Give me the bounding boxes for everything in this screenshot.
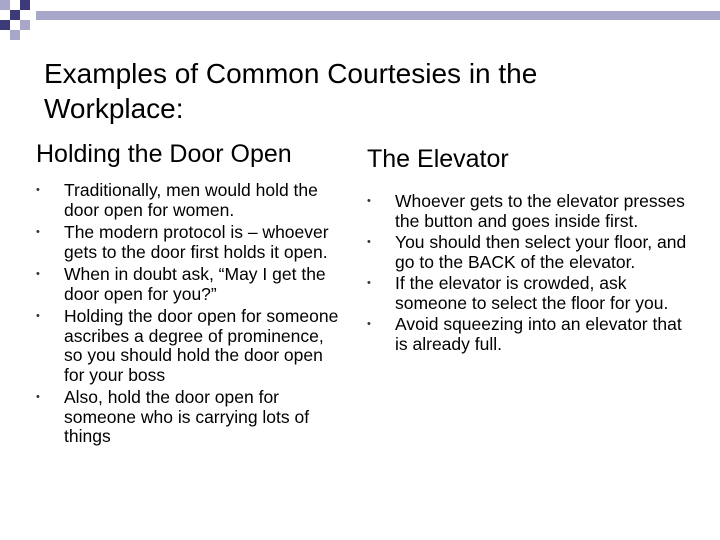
bullet-item bbox=[367, 315, 697, 354]
right-column-heading: The Elevator bbox=[367, 145, 509, 173]
slide-title: Examples of Common Courtesies in the Workplace: bbox=[44, 58, 538, 124]
corner-square bbox=[0, 0, 10, 10]
left-column-heading: Holding the Door Open bbox=[36, 140, 292, 168]
bullet-text: You should then select your floor, and go to the BACK of the elevator. bbox=[395, 232, 687, 272]
bullet-icon: • bbox=[367, 277, 371, 289]
bullet-icon: • bbox=[36, 226, 40, 238]
bullet-text: Traditionally, men would hold the door open for women. bbox=[64, 180, 318, 220]
bullet-icon: • bbox=[36, 184, 40, 196]
left-column bbox=[36, 139, 346, 450]
bullet-icon: • bbox=[367, 318, 371, 330]
bullet-item bbox=[36, 181, 346, 220]
bullet-icon: • bbox=[36, 310, 40, 322]
bullet-item bbox=[367, 274, 697, 313]
corner-square bbox=[10, 10, 20, 20]
bullet-item bbox=[36, 388, 346, 447]
bullet-icon: • bbox=[367, 236, 371, 248]
corner-square bbox=[10, 30, 20, 40]
bullet-text: Also, hold the door open for someone who is carrying lots of things bbox=[64, 387, 310, 446]
corner-square bbox=[20, 0, 30, 10]
bullet-item bbox=[367, 233, 697, 272]
bullet-icon: • bbox=[36, 268, 40, 280]
bullet-text: When in doubt ask, “May I get the door open for you?” bbox=[64, 264, 326, 304]
right-bullet-list bbox=[367, 192, 697, 354]
bullet-item bbox=[367, 192, 697, 231]
bullet-text: The modern protocol is – whoever gets to the door first holds it open. bbox=[64, 222, 329, 262]
bullet-text: Avoid squeezing into an elevator that is already full. bbox=[395, 314, 682, 354]
bullet-item bbox=[36, 223, 346, 262]
bullet-item bbox=[36, 307, 346, 385]
right-column bbox=[367, 144, 697, 356]
bullet-text: Holding the door open for someone ascribes a degree of prominence, so you should hold the door open for your boss bbox=[64, 306, 339, 385]
corner-square bbox=[20, 20, 30, 30]
corner-decoration bbox=[0, 0, 720, 40]
corner-square bbox=[0, 20, 10, 30]
bullet-icon: • bbox=[36, 391, 40, 403]
bullet-icon: • bbox=[367, 195, 371, 207]
bullet-text: Whoever gets to the elevator presses the button and goes inside first. bbox=[395, 191, 685, 231]
header-rule bbox=[36, 11, 720, 20]
bullet-item bbox=[36, 265, 346, 304]
left-bullet-list bbox=[36, 181, 346, 447]
bullet-text: If the elevator is crowded, ask someone to select the floor for you. bbox=[395, 273, 669, 313]
